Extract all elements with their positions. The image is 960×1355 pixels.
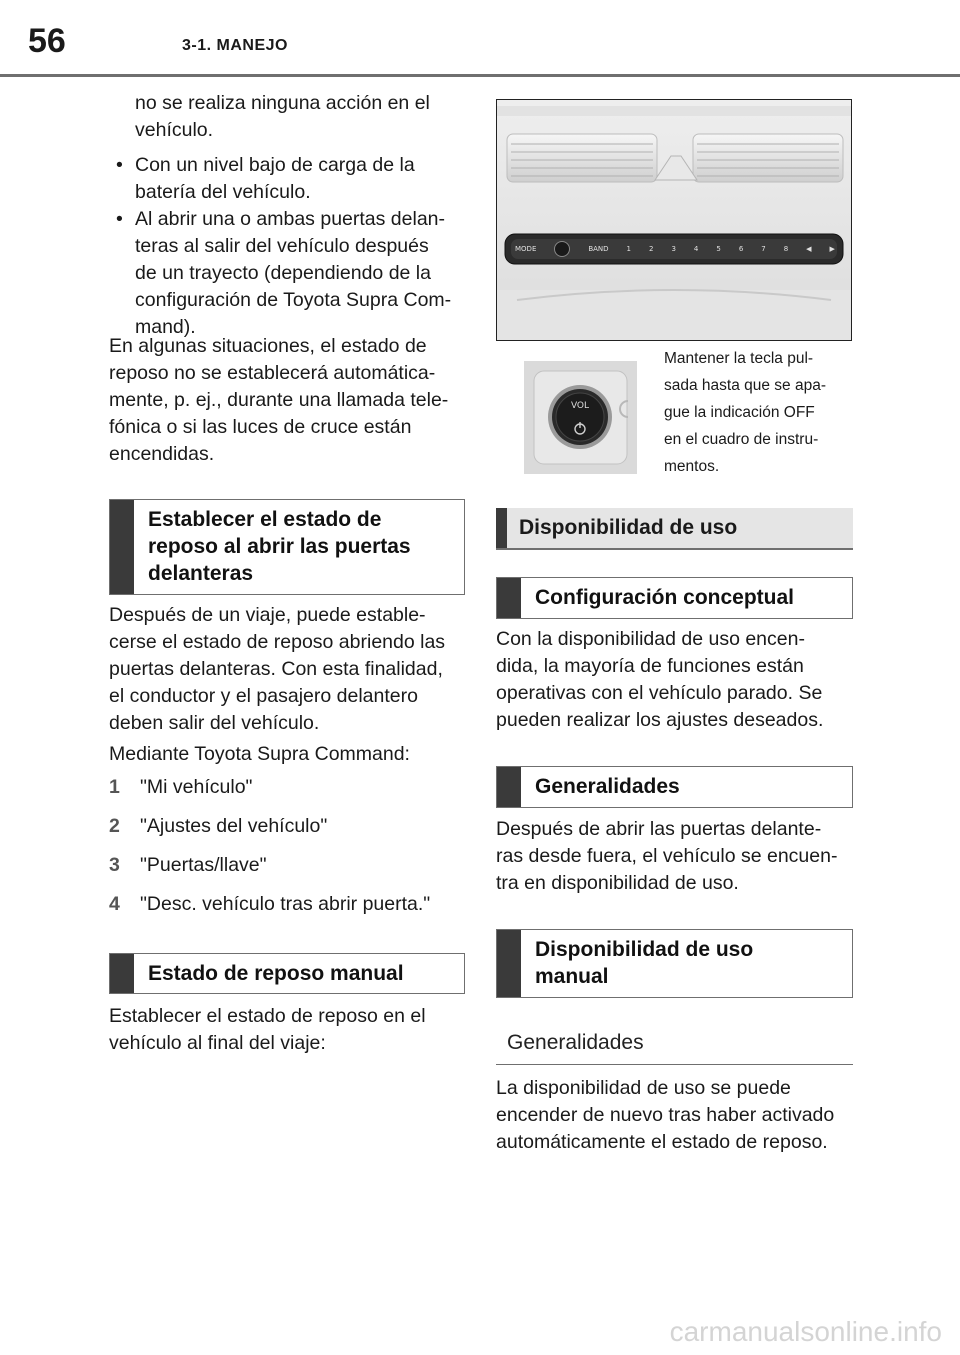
paragraph-1 xyxy=(109,333,469,468)
radio-button-row xyxy=(515,240,835,258)
heading-text: Configuración conceptual xyxy=(535,586,795,609)
vol-knob-small xyxy=(554,241,570,257)
text-line: Al abrir una o ambas puertas delan- xyxy=(135,208,446,230)
step-label: "Mi vehículo" xyxy=(140,776,253,798)
subheading-generalidades: Generalidades xyxy=(507,1031,644,1054)
text-line: teras al salir del vehículo después xyxy=(135,235,429,257)
text-line: Después de un viaje, puede estable- xyxy=(109,604,426,626)
text-line: Con la disponibilidad de uso encen- xyxy=(496,628,805,650)
heading-bar xyxy=(110,500,134,594)
text-line: deben salir del vehículo. xyxy=(109,712,320,734)
watermark: carmanualsonline.info xyxy=(669,1316,942,1347)
heading-estado-manual xyxy=(109,953,465,994)
step-number: 3 xyxy=(109,854,120,876)
vol-knob-image xyxy=(524,361,637,474)
text-line: batería del vehículo. xyxy=(135,181,311,203)
vol-label: VOL xyxy=(570,401,590,411)
paragraph-concept xyxy=(496,626,856,734)
text-line: Mediante Toyota Supra Command: xyxy=(109,743,410,765)
caption-line: Mantener la tecla pul- xyxy=(664,350,814,367)
dashboard-image xyxy=(496,99,852,341)
text-line: Después de abrir las puertas delante- xyxy=(496,818,822,840)
paragraph-4 xyxy=(109,1003,469,1057)
step-label: "Desc. vehículo tras abrir puerta." xyxy=(140,893,431,915)
radio-button-label: 2 xyxy=(649,245,654,253)
chapter-title: 3-1. MANEJO xyxy=(182,37,288,54)
heading-bar xyxy=(497,767,521,807)
section-heading-disponibilidad xyxy=(496,508,853,550)
page-header xyxy=(0,0,960,80)
heading-configuracion xyxy=(496,577,853,619)
paragraph-general xyxy=(496,816,856,897)
text-line: fónica o si las luces de cruce están xyxy=(109,416,412,438)
text-line: mand). xyxy=(135,316,196,338)
heading-bar xyxy=(110,954,134,993)
text-line: puertas delanteras. Con esta finalidad, xyxy=(109,658,443,680)
bullet-dot: • xyxy=(116,154,123,176)
text-line: Establecer el estado de reposo en el xyxy=(109,1005,426,1027)
subheading-rule xyxy=(496,1064,853,1065)
heading-line: Establecer el estado de xyxy=(148,508,382,531)
heading-bar xyxy=(497,930,521,997)
heading-line: reposo al abrir las puertas xyxy=(148,535,411,558)
caption-line: mentos. xyxy=(664,458,720,475)
radio-button-label: ▶ xyxy=(829,245,835,253)
radio-button-label: 4 xyxy=(693,245,699,253)
heading-bar xyxy=(497,578,521,618)
radio-button-label: 8 xyxy=(783,245,789,253)
paragraph-2 xyxy=(109,602,469,737)
text-line: cerse el estado de reposo abriendo las xyxy=(109,631,446,653)
radio-button-label: MODE xyxy=(515,245,537,253)
bullet-item xyxy=(109,206,469,341)
heading-text xyxy=(521,930,765,997)
step-label: "Puertas/llave" xyxy=(140,854,267,876)
step-number: 4 xyxy=(109,893,120,915)
text-line: encendidas. xyxy=(109,443,215,465)
heading-generalidades xyxy=(496,766,853,808)
text-line: el conductor y el pasajero delantero xyxy=(109,685,418,707)
text-line: pueden realizar los ajustes deseados. xyxy=(496,709,824,731)
step-number: 2 xyxy=(109,815,120,837)
text-line: mente, p. ej., durante una llamada tele- xyxy=(109,389,449,411)
radio-button-label: 3 xyxy=(671,245,676,253)
heading-disponibilidad-manual xyxy=(496,929,853,998)
text-line: dida, la mayoría de funciones están xyxy=(496,655,804,677)
text-line: La disponibilidad de uso se puede xyxy=(496,1077,791,1099)
intro-text xyxy=(109,90,469,341)
vent-right xyxy=(693,134,843,182)
text-line: de un trayecto (dependiendo de la xyxy=(135,262,431,284)
text-line: no se realiza ninguna acción en el xyxy=(135,92,430,114)
text-line: tra en disponibilidad de uso. xyxy=(496,872,739,894)
radio-button-label: ◀ xyxy=(806,245,812,253)
heading-establecer xyxy=(109,499,465,595)
heading-line: delanteras xyxy=(148,562,254,585)
heading-bar xyxy=(496,508,507,548)
radio-button-label: 6 xyxy=(738,245,744,253)
radio-button-label: 5 xyxy=(716,245,721,253)
paragraph-final xyxy=(496,1075,856,1156)
heading-text xyxy=(134,500,423,594)
caption-line: sada hasta que se apa- xyxy=(664,377,827,394)
text-line: vehículo. xyxy=(135,119,214,141)
page-number: 56 xyxy=(28,22,66,60)
text-line: reposo no se establecerá automática- xyxy=(109,362,436,384)
heading-line: manual xyxy=(535,965,609,988)
bullet-dot: • xyxy=(116,208,123,230)
text-line: Con un nivel bajo de carga de la xyxy=(135,154,415,176)
heading-text: Disponibilidad de uso xyxy=(519,516,738,539)
bullet-item xyxy=(109,152,469,206)
radio-button-label: 1 xyxy=(626,245,632,253)
caption-line: gue la indicación OFF xyxy=(664,404,815,421)
text-line: configuración de Toyota Supra Com- xyxy=(135,289,452,311)
text-line: ras desde fuera, el vehículo se encuen- xyxy=(496,845,838,867)
step-label: "Ajustes del vehículo" xyxy=(140,815,328,837)
text-line: vehículo al final del viaje: xyxy=(109,1032,326,1054)
image-caption xyxy=(664,345,856,480)
text-line: encender de nuevo tras haber activado xyxy=(496,1104,835,1126)
radio-button-label: BAND xyxy=(588,245,609,253)
text-line: En algunas situaciones, el estado de xyxy=(109,335,427,357)
radio-button-label: 7 xyxy=(761,245,766,253)
vent-left xyxy=(507,134,657,182)
step-number: 1 xyxy=(109,776,120,798)
text-line: operativas con el vehículo parado. Se xyxy=(496,682,823,704)
vol-knob-illustration xyxy=(524,361,637,474)
heading-text: Generalidades xyxy=(535,775,680,798)
text-line: automáticamente el estado de reposo. xyxy=(496,1131,828,1153)
caption-line: en el cuadro de instru- xyxy=(664,431,819,448)
heading-text: Estado de reposo manual xyxy=(148,962,404,985)
heading-line: Disponibilidad de uso xyxy=(535,938,754,961)
radio-panel-illustration xyxy=(497,100,851,340)
header-rule xyxy=(0,74,960,77)
